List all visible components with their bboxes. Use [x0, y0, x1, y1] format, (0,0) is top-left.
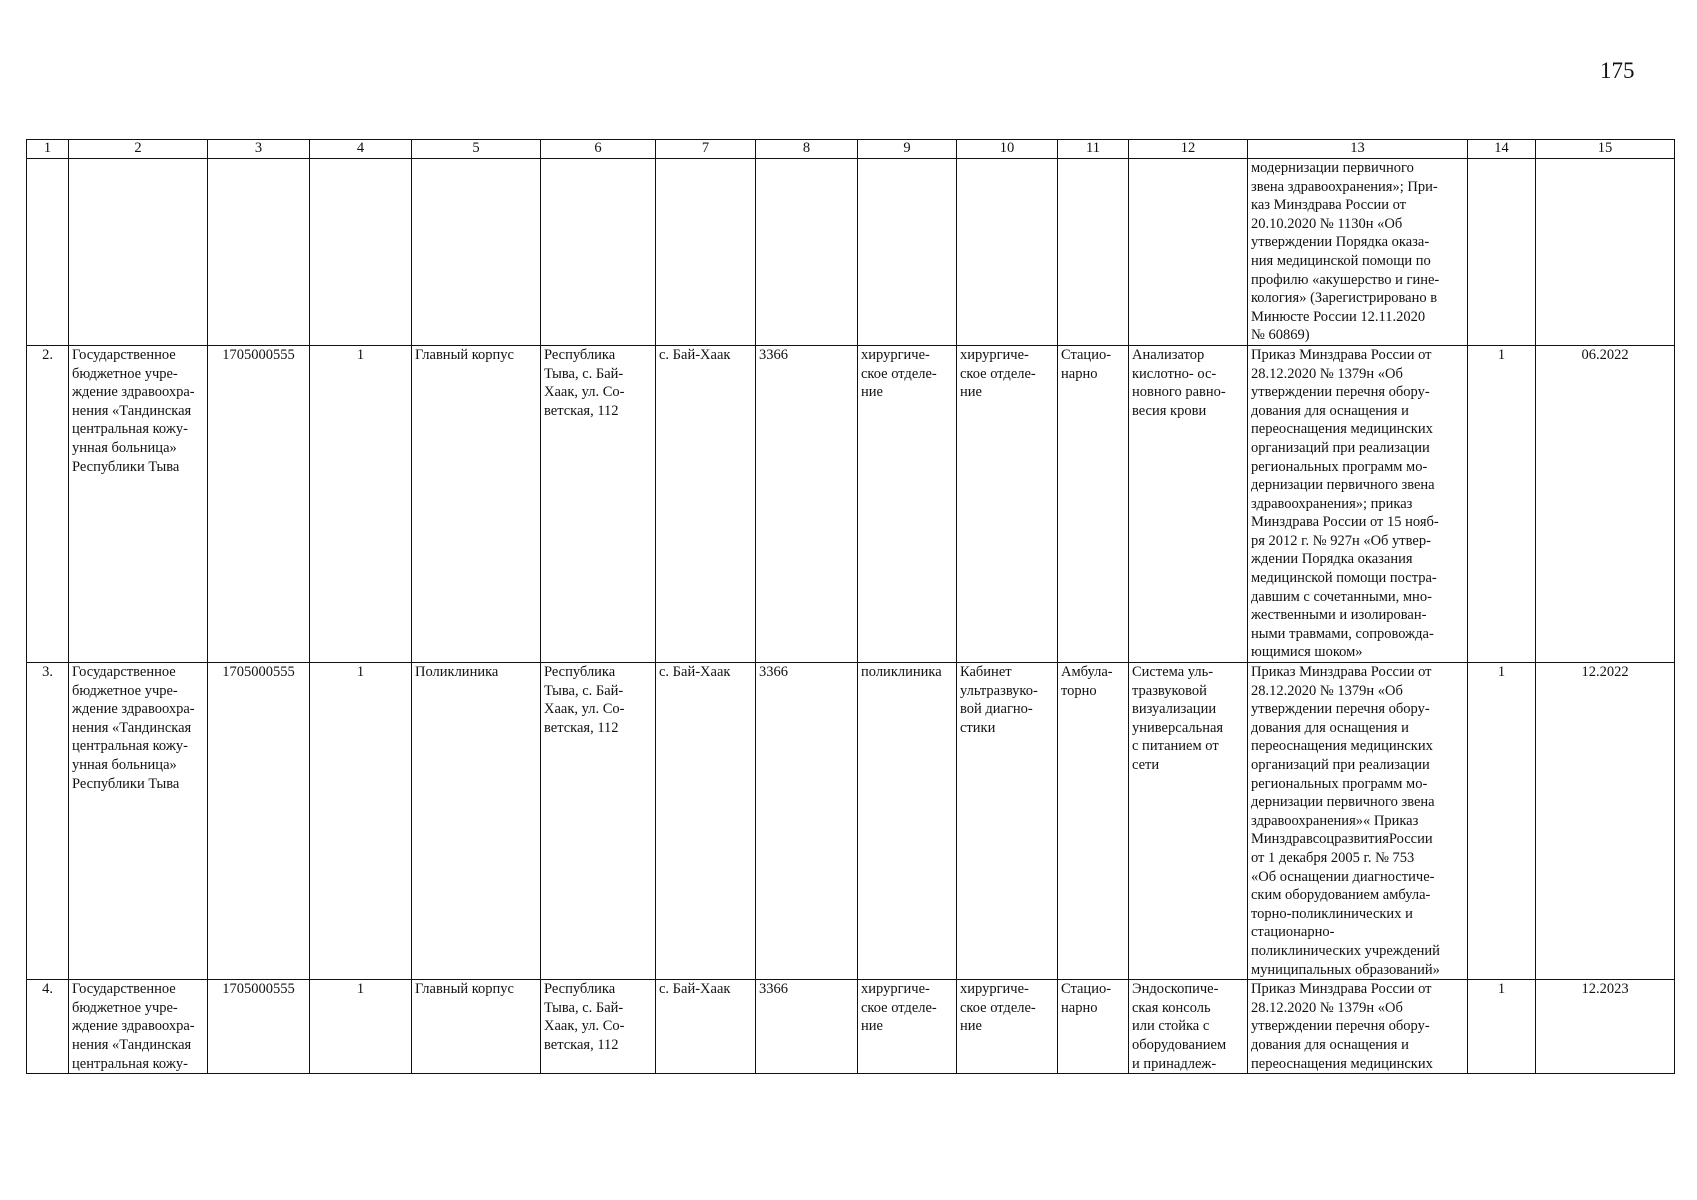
basis-text: Приказ Минздрава России от 28.12.2020 № 1379н «Об утверждении перечня обору- дования для оснащения и переоснащения медицинских организаций при реализации региональных программ мо- дернизации первичного звена здравоохранения»« Приказ МинздравсоцразвитияРоссии от 1 декабря 2005 г. № 753 «Об оснащении диагностиче- ским оборудованием амбула- торно-поликлинических и стационарно- поликлинических учреждений муниципальных образований» [1251, 664, 1440, 978]
date-cell: 12.2023 [1536, 980, 1675, 1074]
basis-cell [1248, 345, 1468, 662]
date-cell: 06.2022 [1536, 345, 1675, 662]
care-type-cell [1058, 345, 1129, 662]
population-cell [756, 159, 858, 346]
care-type-text: Амбула- торно [1061, 664, 1113, 699]
population-cell: 3366 [756, 980, 858, 1074]
table-row [27, 159, 1675, 346]
header-row [27, 140, 1675, 159]
table-row [27, 980, 1675, 1074]
unit-cell [957, 663, 1058, 980]
row-number-cell: 4. [27, 980, 69, 1074]
unit-text: хирургиче- ское отделе- ние [960, 346, 1036, 401]
header-cell-15: 15 [1536, 140, 1675, 159]
department-text: хирургиче- ское отделе- ние [861, 981, 937, 1035]
care-type-cell [1058, 159, 1129, 346]
population-cell: 3366 [756, 663, 858, 980]
table-row [27, 663, 1675, 980]
building-cell [412, 159, 541, 346]
header-cell-13: 13 [1248, 140, 1468, 159]
header-cell-12: 12 [1129, 140, 1248, 159]
equipment-cell [1129, 980, 1248, 1074]
inn-cell: 1705000555 [208, 663, 310, 980]
population-cell: 3366 [756, 345, 858, 662]
settlement-cell [656, 159, 756, 346]
unit-cell [957, 159, 1058, 346]
data-table [26, 139, 1675, 1074]
address-text: Республика Тыва, с. Бай- Хаак, ул. Со- ветская, 112 [544, 664, 625, 736]
row-number-cell [27, 159, 69, 346]
basis-cell [1248, 663, 1468, 980]
institution-cell [69, 663, 208, 980]
institution-cell [69, 159, 208, 346]
equipment-cell [1129, 159, 1248, 346]
equipment-cell [1129, 663, 1248, 980]
unit-text: Кабинет ультразвуко- вой диагно- стики [960, 664, 1038, 736]
department-text: поликлиника [861, 664, 942, 681]
header-cell-6: 6 [541, 140, 656, 159]
address-cell [541, 345, 656, 662]
header-cell-2: 2 [69, 140, 208, 159]
header-cell-3: 3 [208, 140, 310, 159]
unit-text: хирургиче- ское отделе- ние [960, 981, 1036, 1035]
basis-text: Приказ Минздрава России от 28.12.2020 № 1379н «Об утверждении перечня обору- дования для оснащения и переоснащения медицинских организаций при реализации региональных программ мо- дернизации первичного звена здравоохранения»; приказ Минздрава России от 15 нояб- ря 2012 г. № 927н «Об утвер- ждении Порядка оказания медицинской помощи постра- давшим с сочетанными, мно- жественными и изолирован- ными травмами, сопровожда- ющимися шоком» [1251, 346, 1439, 661]
department-cell [858, 159, 957, 346]
address-cell [541, 159, 656, 346]
unit-cell [957, 345, 1058, 662]
inn-cell: 1705000555 [208, 345, 310, 662]
header-cell-7: 7 [656, 140, 756, 159]
building-cell: Главный корпус [412, 980, 541, 1074]
settlement-cell: с. Бай-Хаак [656, 345, 756, 662]
institution-text: Государственное бюджетное учре- ждение здравоохра- нения «Тандинская центральная кожу- унная больница» Республики Тыва [72, 664, 195, 792]
department-cell [858, 980, 957, 1074]
inn-cell: 1705000555 [208, 980, 310, 1074]
header-cell-10: 10 [957, 140, 1058, 159]
basis-text: модернизации первичного звена здравоохранения»; При- каз Минздрава России от 20.10.2020 № 1130н «Об утверждении Порядка оказа- ния медицинской помощи по профилю «акушерство и гине- кология» (Зарегистрировано в Минюсте России 12.11.2020 № 60869) [1251, 160, 1440, 344]
equipment-cell [1129, 345, 1248, 662]
quantity-cell [1468, 159, 1536, 346]
page-number: 175 [1600, 58, 1635, 83]
equipment-text: Эндоскопиче- ская консоль или стойка с оборудованием и принадлеж- [1132, 981, 1227, 1072]
count-cell: 1 [310, 663, 412, 980]
institution-cell [69, 345, 208, 662]
inn-cell [208, 159, 310, 346]
department-cell [858, 663, 957, 980]
header-cell-1: 1 [27, 140, 69, 159]
basis-cell [1248, 159, 1468, 346]
address-text: Республика Тыва, с. Бай- Хаак, ул. Со- ветская, 112 [544, 981, 625, 1053]
basis-text: Приказ Минздрава России от 28.12.2020 № 1379н «Об утверждении перечня обору- дования для оснащения и переоснащения медицинских [1251, 981, 1433, 1072]
header-cell-4: 4 [310, 140, 412, 159]
header-cell-8: 8 [756, 140, 858, 159]
institution-text: Государственное бюджетное учре- ждение здравоохра- нения «Тандинская центральная кожу- [72, 981, 195, 1072]
quantity-cell: 1 [1468, 663, 1536, 980]
settlement-cell: с. Бай-Хаак [656, 980, 756, 1074]
care-type-cell [1058, 663, 1129, 980]
row-number-cell: 3. [27, 663, 69, 980]
care-type-text: Стацио- нарно [1061, 981, 1112, 1016]
quantity-cell: 1 [1468, 980, 1536, 1074]
address-cell [541, 663, 656, 980]
equipment-text: Анализатор кислотно- ос- новного равно- весия крови [1132, 346, 1226, 419]
date-cell [1536, 159, 1675, 346]
department-cell [858, 345, 957, 662]
table-row [27, 345, 1675, 662]
address-text: Республика Тыва, с. Бай- Хаак, ул. Со- ветская, 112 [544, 346, 625, 419]
header-cell-5: 5 [412, 140, 541, 159]
equipment-text: Система уль- тразвуковой визуализации универсальная с питанием от сети [1132, 664, 1224, 773]
institution-cell [69, 980, 208, 1074]
header-cell-9: 9 [858, 140, 957, 159]
header-cell-14: 14 [1468, 140, 1536, 159]
institution-text: Государственное бюджетное учре- ждение здравоохра- нения «Тандинская центральная кожу- унная больница» Республики Тыва [72, 346, 195, 475]
care-type-cell [1058, 980, 1129, 1074]
row-number-cell: 2. [27, 345, 69, 662]
header-cell-11: 11 [1058, 140, 1129, 159]
settlement-cell: с. Бай-Хаак [656, 663, 756, 980]
care-type-text: Стацио- нарно [1061, 346, 1112, 382]
department-text: хирургиче- ское отделе- ние [861, 346, 937, 401]
basis-cell [1248, 980, 1468, 1074]
address-cell [541, 980, 656, 1074]
count-cell [310, 159, 412, 346]
unit-cell [957, 980, 1058, 1074]
building-cell: Главный корпус [412, 345, 541, 662]
count-cell: 1 [310, 345, 412, 662]
quantity-cell: 1 [1468, 345, 1536, 662]
count-cell: 1 [310, 980, 412, 1074]
building-cell: Поликлиника [412, 663, 541, 980]
date-cell: 12.2022 [1536, 663, 1675, 980]
